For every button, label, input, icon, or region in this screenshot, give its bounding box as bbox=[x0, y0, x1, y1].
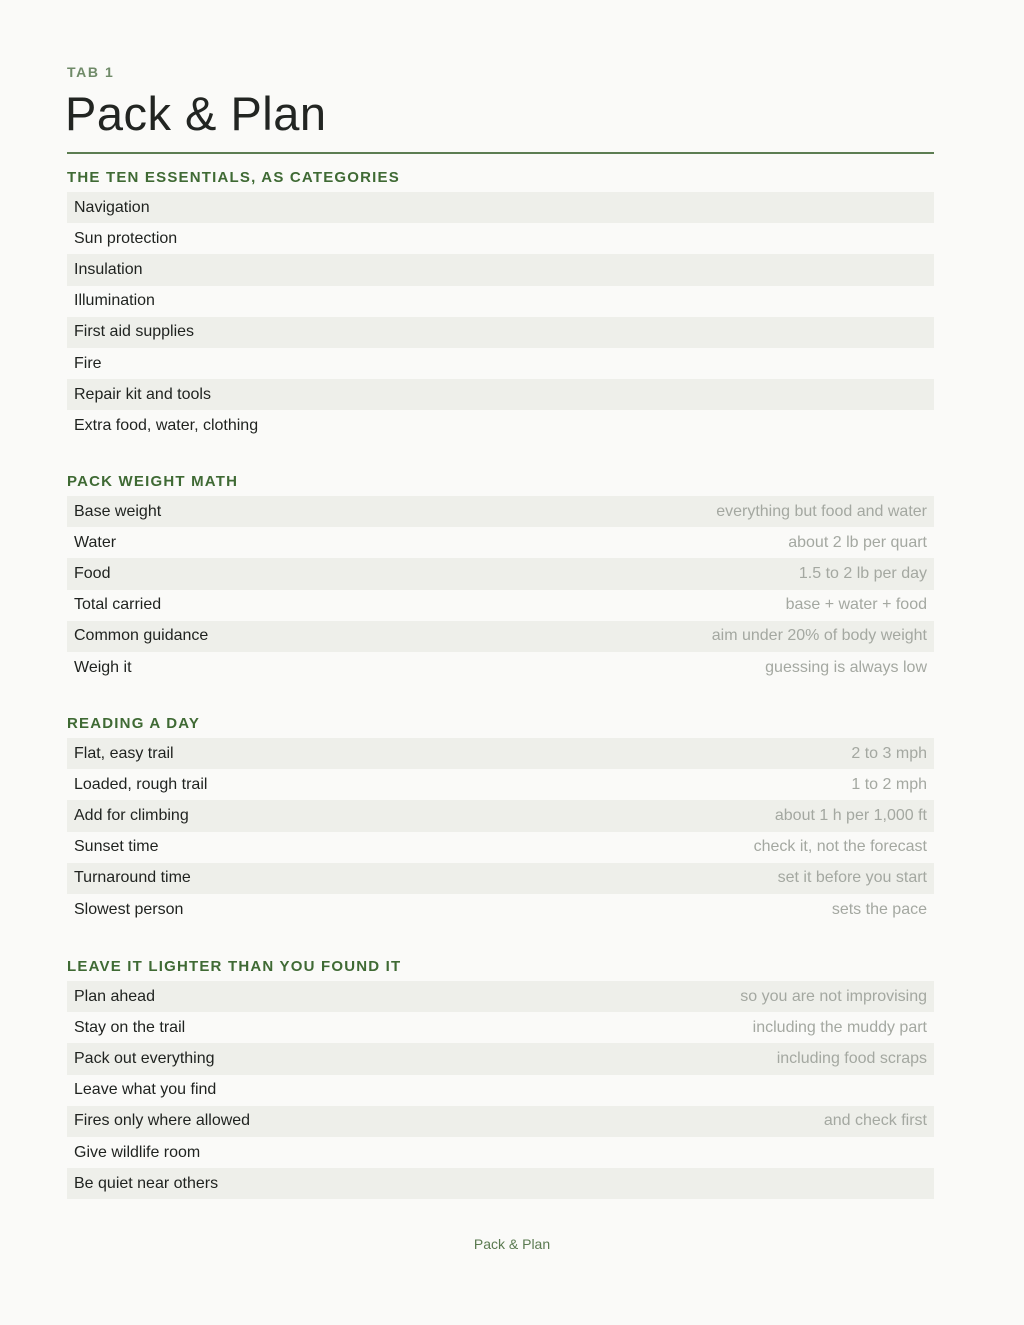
list-item bbox=[67, 286, 934, 317]
row-note: aim under 20% of body weight bbox=[711, 627, 927, 645]
row-label: Flat, easy trail bbox=[74, 744, 174, 762]
list-item bbox=[67, 863, 934, 894]
list-item bbox=[67, 590, 934, 621]
list-item bbox=[67, 1012, 934, 1043]
list-item bbox=[67, 254, 934, 285]
section-rows bbox=[67, 192, 934, 442]
section-rows bbox=[67, 981, 934, 1199]
list-item bbox=[67, 496, 934, 527]
page-title: Pack & Plan bbox=[65, 87, 327, 140]
row-label: Pack out everything bbox=[74, 1049, 215, 1067]
row-label: Extra food, water, clothing bbox=[74, 416, 259, 434]
list-item bbox=[67, 832, 934, 863]
row-label: Common guidance bbox=[74, 627, 209, 645]
list-item bbox=[67, 738, 934, 769]
row-label: Leave what you find bbox=[74, 1081, 217, 1099]
list-item bbox=[67, 192, 934, 223]
list-item bbox=[67, 981, 934, 1012]
row-label: Be quiet near others bbox=[74, 1174, 219, 1192]
row-note: sets the pace bbox=[831, 900, 927, 918]
section-ten-essentials bbox=[67, 167, 934, 442]
row-note: guessing is always low bbox=[765, 658, 927, 676]
section-leave-it-lighter bbox=[67, 956, 934, 1199]
row-note: everything but food and water bbox=[716, 502, 927, 520]
list-item bbox=[67, 800, 934, 831]
list-item bbox=[67, 1168, 934, 1199]
row-label: Stay on the trail bbox=[74, 1018, 186, 1036]
row-label: Base weight bbox=[74, 502, 162, 520]
row-label: Add for climbing bbox=[74, 806, 189, 824]
row-label: Fire bbox=[74, 354, 102, 372]
row-label: Water bbox=[74, 533, 117, 551]
row-label: Fires only where allowed bbox=[74, 1112, 251, 1130]
list-item bbox=[67, 1137, 934, 1168]
row-note: check it, not the forecast bbox=[753, 838, 927, 856]
row-label: Weigh it bbox=[74, 658, 132, 676]
section-pack-weight-math bbox=[67, 471, 934, 683]
list-item bbox=[67, 317, 934, 348]
row-note: about 1 h per 1,000 ft bbox=[774, 806, 927, 824]
section-heading: LEAVE IT LIGHTER THAN YOU FOUND IT bbox=[67, 958, 402, 975]
section-reading-a-day bbox=[67, 713, 934, 925]
row-note: set it before you start bbox=[777, 869, 927, 887]
row-label: Navigation bbox=[74, 198, 150, 216]
tab-label: TAB 1 bbox=[67, 64, 115, 80]
row-label: Insulation bbox=[74, 260, 143, 278]
row-label: Illumination bbox=[74, 292, 155, 310]
row-note: about 2 lb per quart bbox=[788, 533, 927, 551]
row-note: 1 to 2 mph bbox=[851, 775, 927, 793]
section-heading: READING A DAY bbox=[67, 715, 201, 732]
list-item bbox=[67, 379, 934, 410]
row-label: Repair kit and tools bbox=[74, 385, 211, 403]
page-footer: Pack & Plan bbox=[473, 1236, 551, 1252]
row-note: 2 to 3 mph bbox=[851, 744, 927, 762]
list-item bbox=[67, 348, 934, 379]
row-label: Slowest person bbox=[74, 900, 184, 918]
section-heading: PACK WEIGHT MATH bbox=[67, 473, 239, 490]
row-note: and check first bbox=[823, 1112, 927, 1130]
row-label: First aid supplies bbox=[74, 323, 195, 341]
row-note: including the muddy part bbox=[752, 1018, 927, 1036]
list-item bbox=[67, 527, 934, 558]
list-item bbox=[67, 1106, 934, 1137]
row-note: including food scraps bbox=[776, 1049, 927, 1067]
section-rows bbox=[67, 496, 934, 683]
row-label: Sun protection bbox=[74, 229, 178, 247]
list-item bbox=[67, 652, 934, 683]
row-note: base + water + food bbox=[785, 596, 927, 614]
list-item bbox=[67, 894, 934, 925]
row-label: Food bbox=[74, 564, 111, 582]
row-label: Give wildlife room bbox=[74, 1143, 201, 1161]
section-rows bbox=[67, 738, 934, 925]
list-item bbox=[67, 769, 934, 800]
list-item bbox=[67, 1075, 934, 1106]
row-note: so you are not improvising bbox=[740, 987, 927, 1005]
list-item bbox=[67, 223, 934, 254]
row-label: Turnaround time bbox=[74, 869, 191, 887]
list-item bbox=[67, 621, 934, 652]
list-item bbox=[67, 558, 934, 589]
section-heading: THE TEN ESSENTIALS, AS CATEGORIES bbox=[67, 169, 400, 186]
list-item bbox=[67, 410, 934, 441]
row-note: 1.5 to 2 lb per day bbox=[798, 564, 927, 582]
title-divider bbox=[67, 152, 934, 154]
row-label: Sunset time bbox=[74, 838, 159, 856]
row-label: Plan ahead bbox=[74, 987, 155, 1005]
row-label: Loaded, rough trail bbox=[74, 775, 208, 793]
list-item bbox=[67, 1043, 934, 1074]
row-label: Total carried bbox=[74, 596, 162, 614]
